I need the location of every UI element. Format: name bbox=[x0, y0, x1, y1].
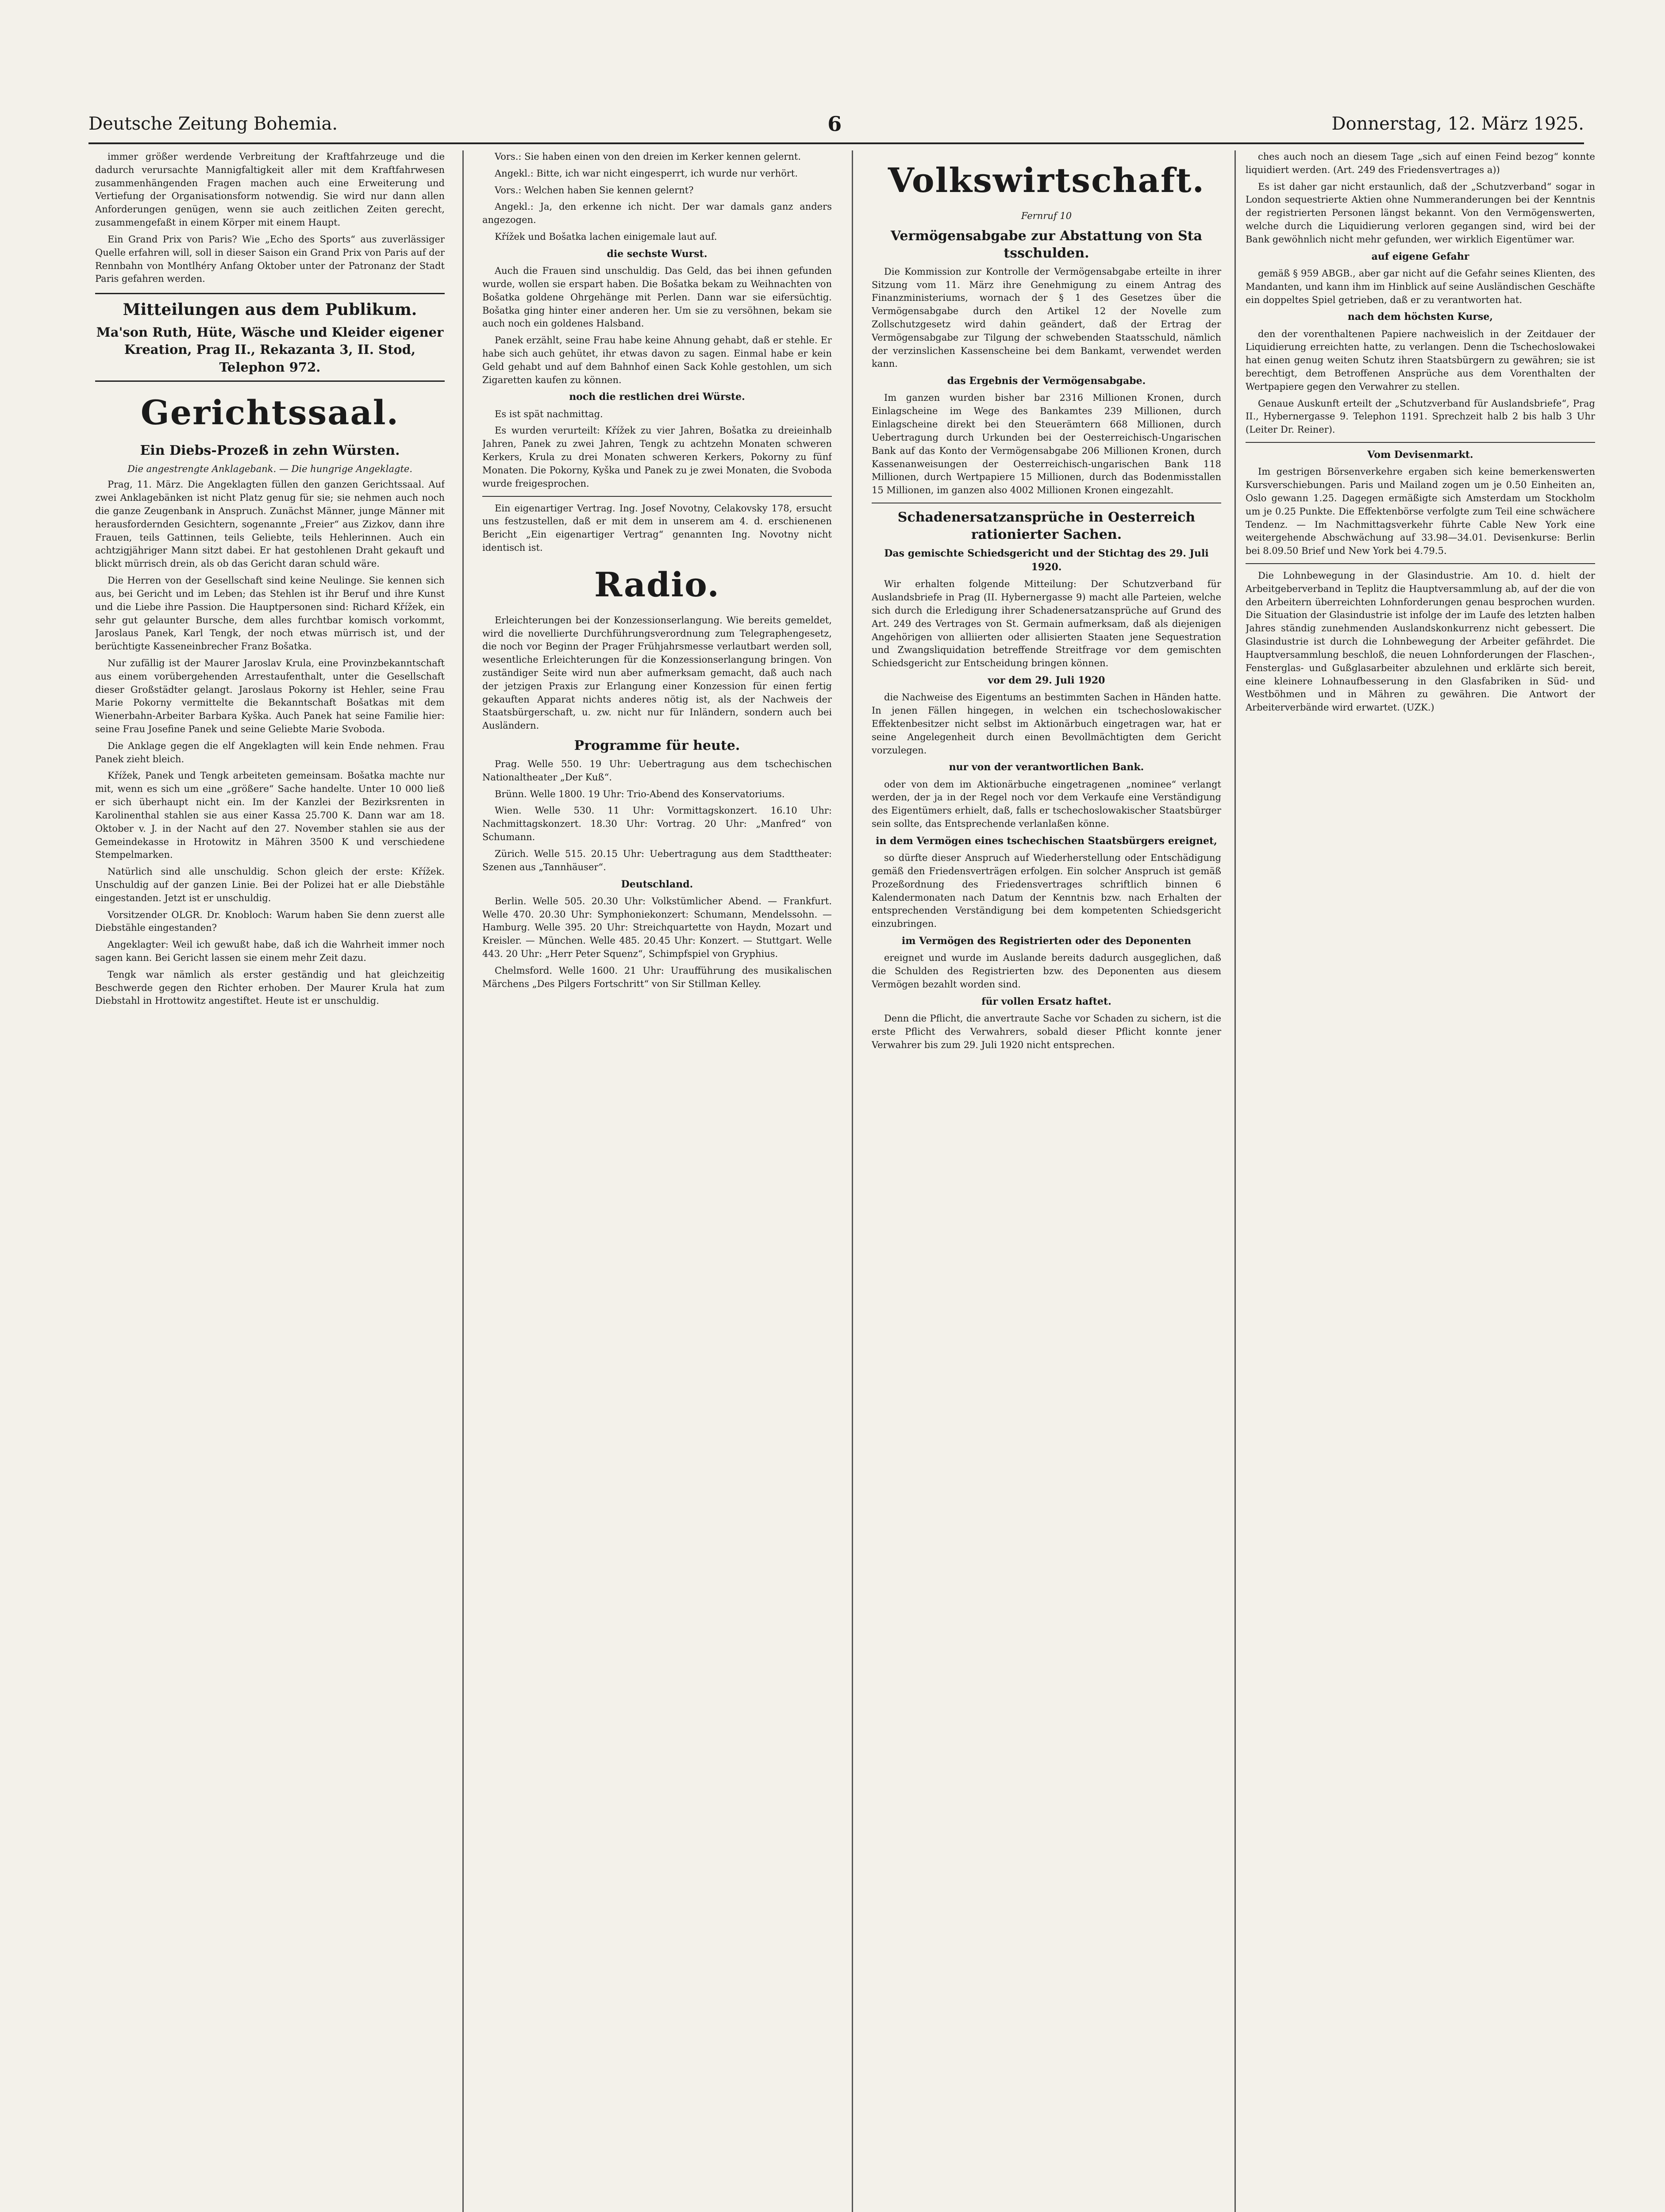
subheading: das Ergebnis der Vermögensabgabe. bbox=[947, 375, 1146, 387]
paragraph: Ein eigenartiger Vertrag. Ing. Josef Novotny, Celakovsky 178, ersucht uns festzustellen, daß er mit dem in unserem am 4. d. erschienenen Bericht „Ein eigenartiger Vertrag“ genannten Ing. Novotny nicht identisch ist. bbox=[482, 503, 832, 553]
paragraph: so dürfte dieser Anspruch auf Wiederherstellung oder Entschädigung gemäß den Friedensverträgen erfolgen. Ein solcher Anspruch ist gemäß Prozeßordnung des Friedensvertrages schriftlich binnen 6 Kalendermonaten nach Datum der Kenntnis bzw. nach Erhalten der entsprechenden Verständigung bei dem kompetenten Schiedsgericht einzubringen. bbox=[872, 853, 1221, 929]
program-item: Chelmsford. Welle 1600. 21 Uhr: Uraufführung des musikalischen Märchens „Des Pilgers Fortschritt“ von Sir Stillman Kelley. bbox=[482, 965, 832, 989]
paragraph: Nur zufällig ist der Maurer Jaroslav Krula, eine Provinzbekanntschaft aus einem vorübergehenden Arrestaufenthalt, unter die Gesellschaft dieser Großstädter gelangt. Jaroslaus Pokorny ist Hehler, seine Frau Marie Pokorny vermittelte die Bekanntschaft Bošatkas mit dem Wienerbahn-Arbeiter Barbara Kyška. Auch Panek hat seine Familie hier: seine Frau Josefine Panek und seine Geliebte Marie Svoboda. bbox=[95, 657, 445, 734]
section-title-radio: Radio. bbox=[594, 565, 720, 604]
column-divider bbox=[852, 150, 853, 2212]
paragraph: Es ist daher gar nicht erstaunlich, daß der „Schutzverband“ sogar in London sequestrierte Aktien ohne Nummeranderungen bei der Kenntnis der registrierten Personen längst bekannt. Von den Vermögenswerten, welche durch die Liquidierung verloren gegangen sind, wird bei der Bank gewöhnlich nicht mehr gefunden, wer wirklich Eigentümer war. bbox=[1246, 181, 1595, 245]
subheading: Das gemischte Schiedsgericht und der Stichtag des 29. Juli 1920. bbox=[884, 547, 1209, 573]
article-subheadline: Die angestrengte Anklagebank. — Die hungrige Angeklagte. bbox=[127, 463, 412, 474]
paragraph: Die Kommission zur Kontrolle der Vermögensabgabe erteilte in ihrer Sitzung vom 11. März ihre Genehmigung zu einem Antrag des Finanzministeriums, wornach der § 1 des Gesetzes über die Vermögensabgabe durch den Artikel 12 der Novelle zum Zollschutzgesetz wird dahin geändert, daß der Ertrag der Vermögensabgabe zur Tilgung der schwebenden Staatsschuld, nämlich der verzinslichen Kassenscheine bei dem Bankamt, verwendet werden kann. bbox=[872, 266, 1221, 369]
paragraph: Die Herren von der Gesellschaft sind keine Neulinge. Sie kennen sich aus, bei Gericht und im Leben; das Stehlen ist ihr Beruf und ihre Kunst und die Liebe ihre Passion. Die Hauptpersonen sind: Richard Křížek, ein sehr gut gelaunter Bursche, dem alles furchtbar komisch vorkommt, Jaroslaus Panek, Karl Tengk, der noch etwas mürrisch ist, und der berüchtigte Kasseneinbrecher Franz Bošatka. bbox=[95, 575, 445, 652]
subheading: für vollen Ersatz haftet. bbox=[981, 995, 1111, 1007]
announcement-heading: Mitteilungen aus dem Publikum. bbox=[123, 300, 417, 319]
paragraph: gemäß § 959 ABGB., aber gar nicht auf die Gefahr seines Klienten, des Mandanten, und kann ihm im Hinblick auf seine Ausländischen Geschäfte ein doppeltes Spiel getrieben, daß er zu verantworten hat. bbox=[1246, 268, 1595, 305]
subheading: auf eigene Gefahr bbox=[1371, 250, 1469, 262]
paragraph: Im ganzen wurden bisher bar 2316 Millionen Kronen, durch Einlagscheine im Wege des Bankamtes 239 Millionen, durch Einlagscheine direkt bei den Steuerämtern 668 Millionen, durch Uebertragung durch Urkunden bei der Oesterreichisch-Ungarischen Bank auf das Konto der Vermögensabgabe 206 Millionen Kronen, durch Kassenanweisungen der Oesterreichisch-ungarischen Bank 118 Millionen, durch Wertpapiere 15 Millionen, durch das Bodenmisstallen 15 Millionen, im ganzen also 4002 Millionen Kronen eingezahlt. bbox=[872, 392, 1221, 496]
program-item: Berlin. Welle 505. 20.30 Uhr: Volkstümlicher Abend. — Frankfurt. Welle 470. 20.30 Uhr: Symphoniekonzert: Schumann, Mendelssohn. — Hamburg. Welle 395. 20 Uhr: Streichquartette von Haydn, Mozart und Kreisler. — München. Welle 485. 20.45 Uhr: Konzert. — Stuttgart. Welle 443. 20 Uhr: „Herr Peter Squenz“, Schimpfspiel von Gryphius. bbox=[482, 895, 832, 959]
subheading: nur von der verantwortlichen Bank. bbox=[949, 761, 1144, 773]
subheading: in dem Vermögen eines tschechischen Staatsbürgers ereignet, bbox=[876, 835, 1217, 847]
paragraph: Vors.: Welchen haben Sie kennen gelernt? bbox=[495, 184, 694, 196]
paragraph: Auch die Frauen sind unschuldig. Das Geld, das bei ihnen gefunden wurde, wollen sie erspart haben. Die Bošatka bekam zu Weihnachten von Bošatka goldene Ohrgehänge mit Perlen. Dann war sie eifersüchtig. Bošatka ging hinter einer anderen her. Um sie zu versöhnen, bekam sie auch noch ein goldenes Halsband. bbox=[482, 265, 832, 329]
paragraph: Es wurden verurteilt: Křížek zu vier Jahren, Bošatka zu dreieinhalb Jahren, Panek zu zwei Jahren, Tengk zu achtzehn Monaten schweren Kerkers, Krula zu drei Monaten schweren Kerkers, Pokorny zu fünf Monaten. Die Pokorny, Kyška und Panek zu je zwei Monaten, die Svoboda wurde freigesprochen. bbox=[482, 425, 832, 489]
section-title-economy: Volkswirtschaft. bbox=[888, 161, 1205, 200]
column-divider bbox=[462, 150, 464, 2212]
subheading: nach dem höchsten Kurse, bbox=[1347, 311, 1493, 323]
paragraph: Angeklagter: Weil ich gewußt habe, daß ich die Wahrheit immer noch sagen kann. Bei Gericht lassen sie einem mehr Zeit dazu. bbox=[95, 939, 445, 963]
program-item: Brünn. Welle 1800. 19 Uhr: Trio-Abend des Konservatoriums. bbox=[495, 788, 785, 799]
paragraph: Natürlich sind alle unschuldig. Schon gleich der erste: Křížek. Unschuldig auf der ganzen Linie. Bei der Polizei hat er alle Diebstähle eingestanden. Jetzt ist er unschuldig. bbox=[95, 866, 445, 903]
header-rule bbox=[88, 142, 1584, 144]
subheading: Vom Devisenmarkt. bbox=[1367, 449, 1473, 461]
paragraph: Wir erhalten folgende Mitteilung: Der Schutzverband für Auslandsbriefe in Prag (II. Hybernergasse 9) macht alle Parteien, welche sich durch die Erledigung ihrer Schadenersatzansprüche auf Grund des Art. 249 des Vertrages von St. Germain aufmerksam, daß als diejenigen Angehörigen von alliierten oder allisierten Staaten jene Sequestration und Zwangsliquidation betreffende Streitfrage vor dem gemischten Schiedsgericht zur Entscheidung bringen können. bbox=[872, 579, 1221, 669]
paragraph: Prag, 11. März. Die Angeklagten füllen den ganzen Gerichtssaal. Auf zwei Anklagebänken ist nicht Platz genug für sie; sie nehmen auch noch die ganze Zeugenbank in Anspruch. Zunächst Männer, junge Männer mit herausfordernden Gesichtern, sogenannte „Freier“ aus Zizkov, dann ihre Frauen, teils Gattinnen, teils Geliebte, teils Hehlerinnen. Auch ein achtzigjähriger Mann sitzt dabei. Er hat gestohlenen Draht gekauft und blickt mürrisch drein, als ob das Gericht daran schuld wäre. bbox=[95, 479, 445, 569]
subheading: vor dem 29. Juli 1920 bbox=[988, 675, 1105, 687]
program-item: Zürich. Welle 515. 20.15 Uhr: Uebertragung aus dem Stadttheater: Szenen aus „Tannhäuser“. bbox=[482, 848, 832, 872]
paragraph: Es ist spät nachmittag. bbox=[495, 408, 603, 419]
program-item: Prag. Welle 550. 19 Uhr: Uebertragung aus dem tschechischen Nationaltheater „Der Kuß“. bbox=[482, 759, 832, 783]
paragraph: oder von dem im Aktionärbuche eingetragenen „nominee“ verlangt werden, der ja in der Regel noch vor dem Verkaufe eine Verständigung des Eigentümers erhielt, daß, falls er tschechoslowakischer Staatsbürger sein sollte, das Entsprechende verlanlaßen könne. bbox=[872, 779, 1221, 830]
subheading: im Vermögen des Registrierten oder des Deponenten bbox=[901, 935, 1192, 947]
divider bbox=[1246, 442, 1595, 443]
paragraph: Tengk war nämlich als erster geständig und hat gleichzeitig Beschwerde gegen den Richter erhoben. Der Maurer Krula hat zum Diebstahl in Hrottowitz angestiftet. Heute ist er unschuldig. bbox=[95, 969, 445, 1006]
paragraph: Im gestrigen Börsenverkehre ergaben sich keine bemerkenswerten Kursverschiebungen. Paris und Mailand zogen um je 0.50 Einheiten an, Oslo gewann 1.25. Dagegen ermäßigte sich Amsterdam um Stockholm um je 0.25 Punkte. Die Effektenbörse verfolgte zum Teil eine schwächere Tendenz. — Im Nachmittagsverkehr führte Cable New York eine weitergehende Abschwächung auf 33.98—34.01. Devisenkurse: Berlin bei 8.09.50 Brief und New York bei 4.79.5. bbox=[1246, 466, 1595, 557]
paragraph: ches auch noch an diesem Tage „sich auf einen Feind bezog“ konnte liquidiert werden. (Art. 249 des Friedensvertrages a)) bbox=[1246, 151, 1595, 175]
page-header bbox=[88, 111, 1584, 137]
paragraph: ereignet und wurde im Auslande bereits dadurch ausgeglichen, daß die Schulden des Registrierten bzw. des Deponenten aus diesem Vermögen bezahlt worden sind. bbox=[872, 952, 1221, 990]
column-4 bbox=[1246, 150, 1595, 2212]
paragraph: Die Lohnbewegung in der Glasindustrie. Am 10. d. hielt der Arbeitgeberverband in Teplitz die Hauptversammlung ab, auf der die von den Arbeitern überreichten Lohnforderungen genau besprochen wurden. Die Situation der Glasindustrie ist infolge der im Laufe des letzten halben Jahres ständig zunehmenden Auslandskonkurrenz nicht gebessert. Die Glasindustrie ist durch die Lohnbewegung der Arbeiter gefährdet. Die Hauptversammlung beschloß, die neuen Lohnforderungen der Flaschen-, Fensterglas- und Gußglasarbeiter abzulehnen und erklärte sich bereit, eine kleinere Lohnaufbesserung in den Glasfabriken in Süd- und Westböhmen und in Mähren zu gewähren. Die Antwort der Arbeiterverbände wird erwartet. (UZK.) bbox=[1246, 570, 1595, 713]
divider bbox=[482, 496, 832, 497]
paragraph: den der vorenthaltenen Papiere nachweislich in der Zeitdauer der Liquidierung erreichten hatte, zu verlangen. Denn die Tschechoslowakei hat einen genug weiten Schutz ihren Staatsbürgern zu gewähren; sie ist berechtigt, dem Betroffenen Ansprüche aus dem Vorenthalten der Wertpapiere gegen den Verwahrer zu stellen. bbox=[1246, 328, 1595, 392]
paragraph: Angekl.: Ja, den erkenne ich nicht. Der war damals ganz anders angezogen. bbox=[482, 201, 832, 226]
announcement-box bbox=[95, 293, 445, 382]
paragraph: Vors.: Sie haben einen von den dreien im Kerker kennen gelernt. bbox=[495, 151, 801, 162]
subheading: die sechste Wurst. bbox=[607, 248, 708, 260]
paragraph: Denn die Pflicht, die anvertraute Sache vor Schaden zu sichern, ist die erste Pflicht des Verwahrers, sobald dieser Pflicht konnte jener Verwahrer bis zum 29. Juli 1920 nicht entsprechen. bbox=[872, 1013, 1221, 1050]
paragraph: Die Anklage gegen die elf Angeklagten will kein Ende nehmen. Frau Panek zieht bleich. bbox=[95, 740, 445, 764]
header-paper-name: Deutsche Zeitung Bohemia. bbox=[88, 114, 338, 134]
header-page-number: 6 bbox=[827, 112, 842, 136]
subheading: noch die restlichen drei Würste. bbox=[569, 391, 745, 403]
paragraph: immer größer werdende Verbreitung der Kraftfahrzeuge und die dadurch verursachte Mannigfaltigkeit aller mit dem Kraftfahrwesen zusammenhängenden Fragen machen auch eine Erweiterung und Vertiefung der Organisationsform notwendig. Sie wird nur dann allen Anforderungen genügen, wenn sie auch zeitlichen Zeiten gerecht, zusammengefaßt in einem Körper mit einem Haupt. bbox=[95, 151, 445, 228]
phone-note: Fernruf 10 bbox=[1021, 210, 1072, 221]
paragraph: Ein Grand Prix von Paris? Wie „Echo des Sports“ aus zuverlässiger Quelle erfahren will, soll in dieser Saison ein Grand Prix von Paris auf der Rennbahn von Montlhéry Anfang Oktober unter der Patronanz der Stadt Paris gefahren werden. bbox=[95, 234, 445, 284]
program-item: Wien. Welle 530. 11 Uhr: Vormittagskonzert. 16.10 Uhr: Nachmittagskonzert. 18.30 Uhr: Vortrag. 20 Uhr: „Manfred“ von Schumann. bbox=[482, 805, 832, 843]
header-date: Donnerstag, 12. März 1925. bbox=[1331, 114, 1584, 134]
paragraph: Genaue Auskunft erteilt der „Schutzverband für Auslandsbriefe“, Prag II., Hybernergasse 9. Telephon 1191. Sprechzeit halb 2 bis halb 3 Uhr (Leiter Dr. Reiner). bbox=[1246, 398, 1595, 435]
paragraph: Erleichterungen bei der Konzessionserlangung. Wie bereits gemeldet, wird die novellierte Durchführungsverordnung zum Telegraphengesetz, die noch vor Beginn der Prager Frühjahrsmesse verlautbart werden soll, wesentliche Erleichterungen für die Konzessionserlangung bringen. Von zuständiger Seite wird nun aber aufmerksam gemacht, daß auch nach der jetzigen Praxis zur Erlangung einer Konzession für einen fertig gekauften Apparat nichts anderes nötig ist, als der Nachweis der Staatsbürgerschaft, u. zw. nicht nur für Inländern, sondern auch bei Ausländern. bbox=[482, 614, 832, 731]
column-2 bbox=[482, 150, 832, 2212]
article-headline: Vermögensabgabe zur Abstattung von Sta tsschulden. bbox=[890, 228, 1203, 261]
paragraph: Křížek, Panek und Tengk arbeiteten gemeinsam. Bošatka machte nur mit, wenn es sich um eine „größere“ Sache handelte. Unter 10 000 ließ er sich überhaupt nicht ein. Im der Kanzlei der Bezirksrenten in Karolinenthal stahlen sie aus einer Kassa 25.700 K. Dann war am 18. Oktober v. J. in der Nacht auf den 27. November stahlen sie aus der Gemeindekasse in Hrotowitz in Mähren 3500 K und verschiedene Stempelmarken. bbox=[95, 770, 445, 860]
paragraph: die Nachweise des Eigentums an bestimmten Sachen in Händen hatte. In jenen Fällen hingegen, in welchen ein tschechoslowakischer Effektenbesitzer nicht selbst im Aktionärbuch eingetragen war, hat er seine Angelegenheit durch einen Bevollmächtigten dem Gericht vorzulegen. bbox=[872, 692, 1221, 756]
article-headline: Ein Diebs-Prozeß in zehn Würsten. bbox=[140, 442, 400, 458]
paragraph: Panek erzählt, seine Frau habe keine Ahnung gehabt, daß er stehle. Er habe sich auch gehütet, ihr etwas davon zu sagen. Einmal habe er kein Geld gehabt und auf dem Bahnhof einen Sack Kohle gestohlen, um sich Zigaretten kaufen zu können. bbox=[482, 335, 832, 385]
subheading: Programme für heute. bbox=[574, 738, 740, 753]
paragraph: Křížek und Bošatka lachen einigemale laut auf. bbox=[495, 231, 717, 242]
announcement-text: Ma'son Ruth, Hüte, Wäsche und Kleider eigener Kreation, Prag II., Rekazanta 3, II. Stod, Telephon 972. bbox=[96, 325, 444, 375]
column-3 bbox=[872, 150, 1221, 2212]
divider bbox=[1246, 563, 1595, 564]
paragraph: Angekl.: Bitte, ich war nicht eingesperrt, ich wurde nur verhört. bbox=[495, 168, 798, 179]
column-1 bbox=[95, 150, 445, 2212]
subheading: Deutschland. bbox=[621, 878, 693, 890]
paragraph: Vorsitzender OLGR. Dr. Knobloch: Warum haben Sie denn zuerst alle Diebstähle eingestanden? bbox=[95, 909, 445, 933]
article-headline: Schadenersatzansprüche in Oesterreich rationierter Sachen. bbox=[897, 509, 1196, 542]
column-divider bbox=[1234, 150, 1236, 2212]
section-title-court: Gerichtssaal. bbox=[140, 392, 400, 432]
